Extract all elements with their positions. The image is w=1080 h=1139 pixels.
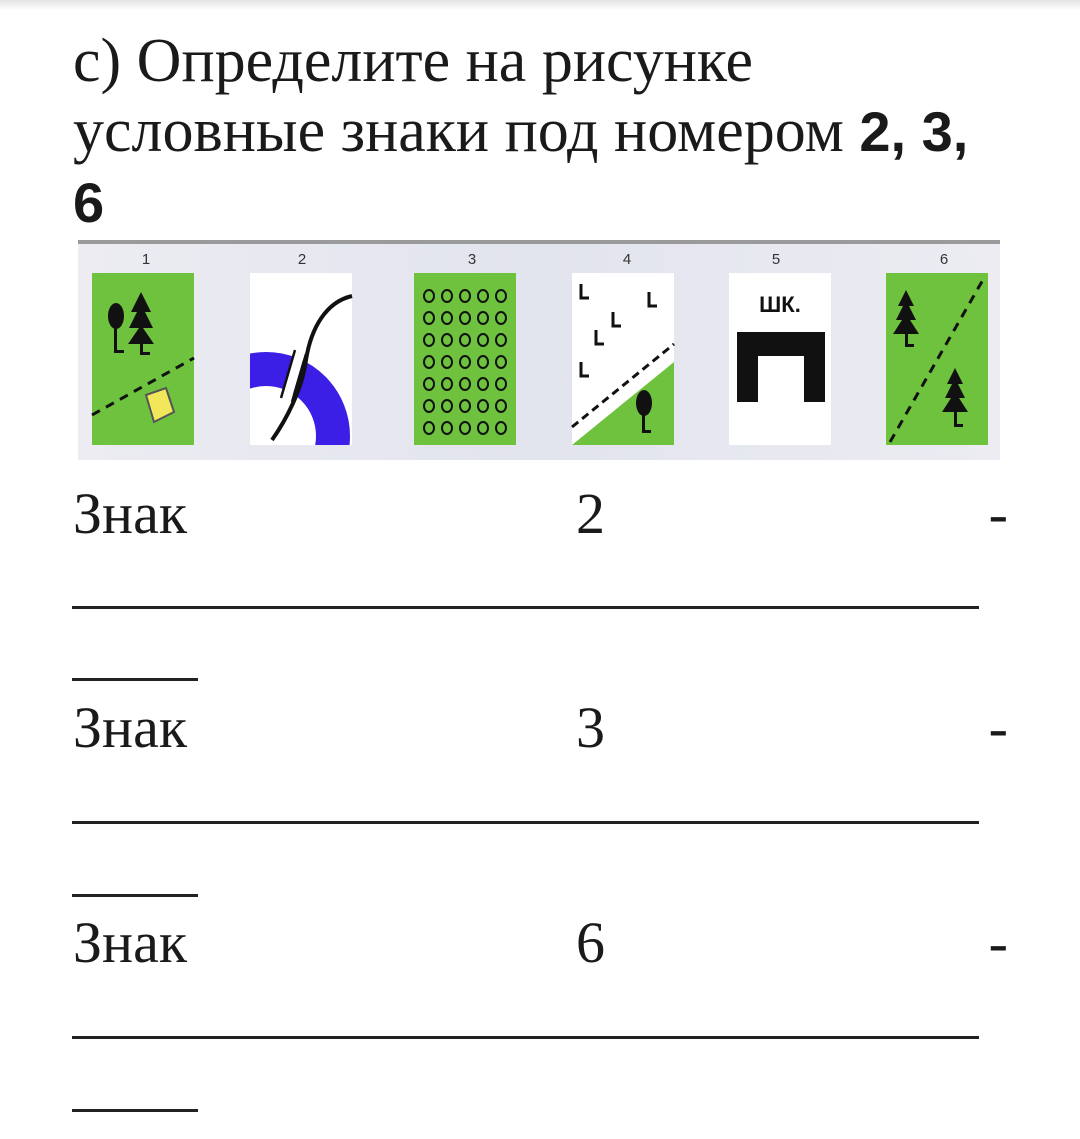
answer-row-2 [73,695,1008,760]
question-text [73,26,1013,238]
sign-label-5: 5 [771,251,781,268]
sign-label-4: 4 [622,251,632,268]
sign-3-dot-pattern [414,273,516,445]
question-prefix: с) Определите на рисунке условные знаки под номером [73,27,844,165]
answer-1-blank-line[interactable] [72,606,979,609]
sign-5-school-building [729,273,831,445]
answer-1-blank-line-continued[interactable] [72,678,198,681]
answer-3-blank-line[interactable] [72,1036,979,1039]
sign-5-label: ШК. [759,292,801,317]
answer-row-1 [73,481,1008,546]
sign-label-2: 2 [297,251,307,268]
answer-3-dash: - [988,910,1008,975]
answer-2-blank-line-continued[interactable] [72,894,198,897]
answer-1-number: 2 [576,481,605,546]
answer-3-word: Знак [73,910,188,975]
answer-2-blank-line[interactable] [72,821,979,824]
answer-3-number: 6 [576,910,605,975]
answer-1-dash: - [988,481,1008,546]
answer-2-dash: - [988,695,1008,760]
figure-top-border [78,240,1000,244]
question-numbers: 2, 3, 6 [73,100,969,234]
answer-row-3 [73,910,1008,975]
top-shadow-bar [0,0,1080,10]
answer-2-word: Знак [73,695,188,760]
answer-2-number: 3 [576,695,605,760]
map-signs-figure [78,240,1000,460]
sign-label-3: 3 [467,251,477,268]
answer-1-word: Знак [73,481,188,546]
answer-3-blank-line-continued[interactable] [72,1109,198,1112]
sign-label-1: 1 [141,251,151,268]
sign-label-6: 6 [939,251,949,268]
sign-6-coniferous-forest [886,273,988,445]
sign-1-mixed-forest [92,273,194,445]
sign-4-vegetation-boundary [572,273,674,445]
figure-background [78,240,1000,460]
